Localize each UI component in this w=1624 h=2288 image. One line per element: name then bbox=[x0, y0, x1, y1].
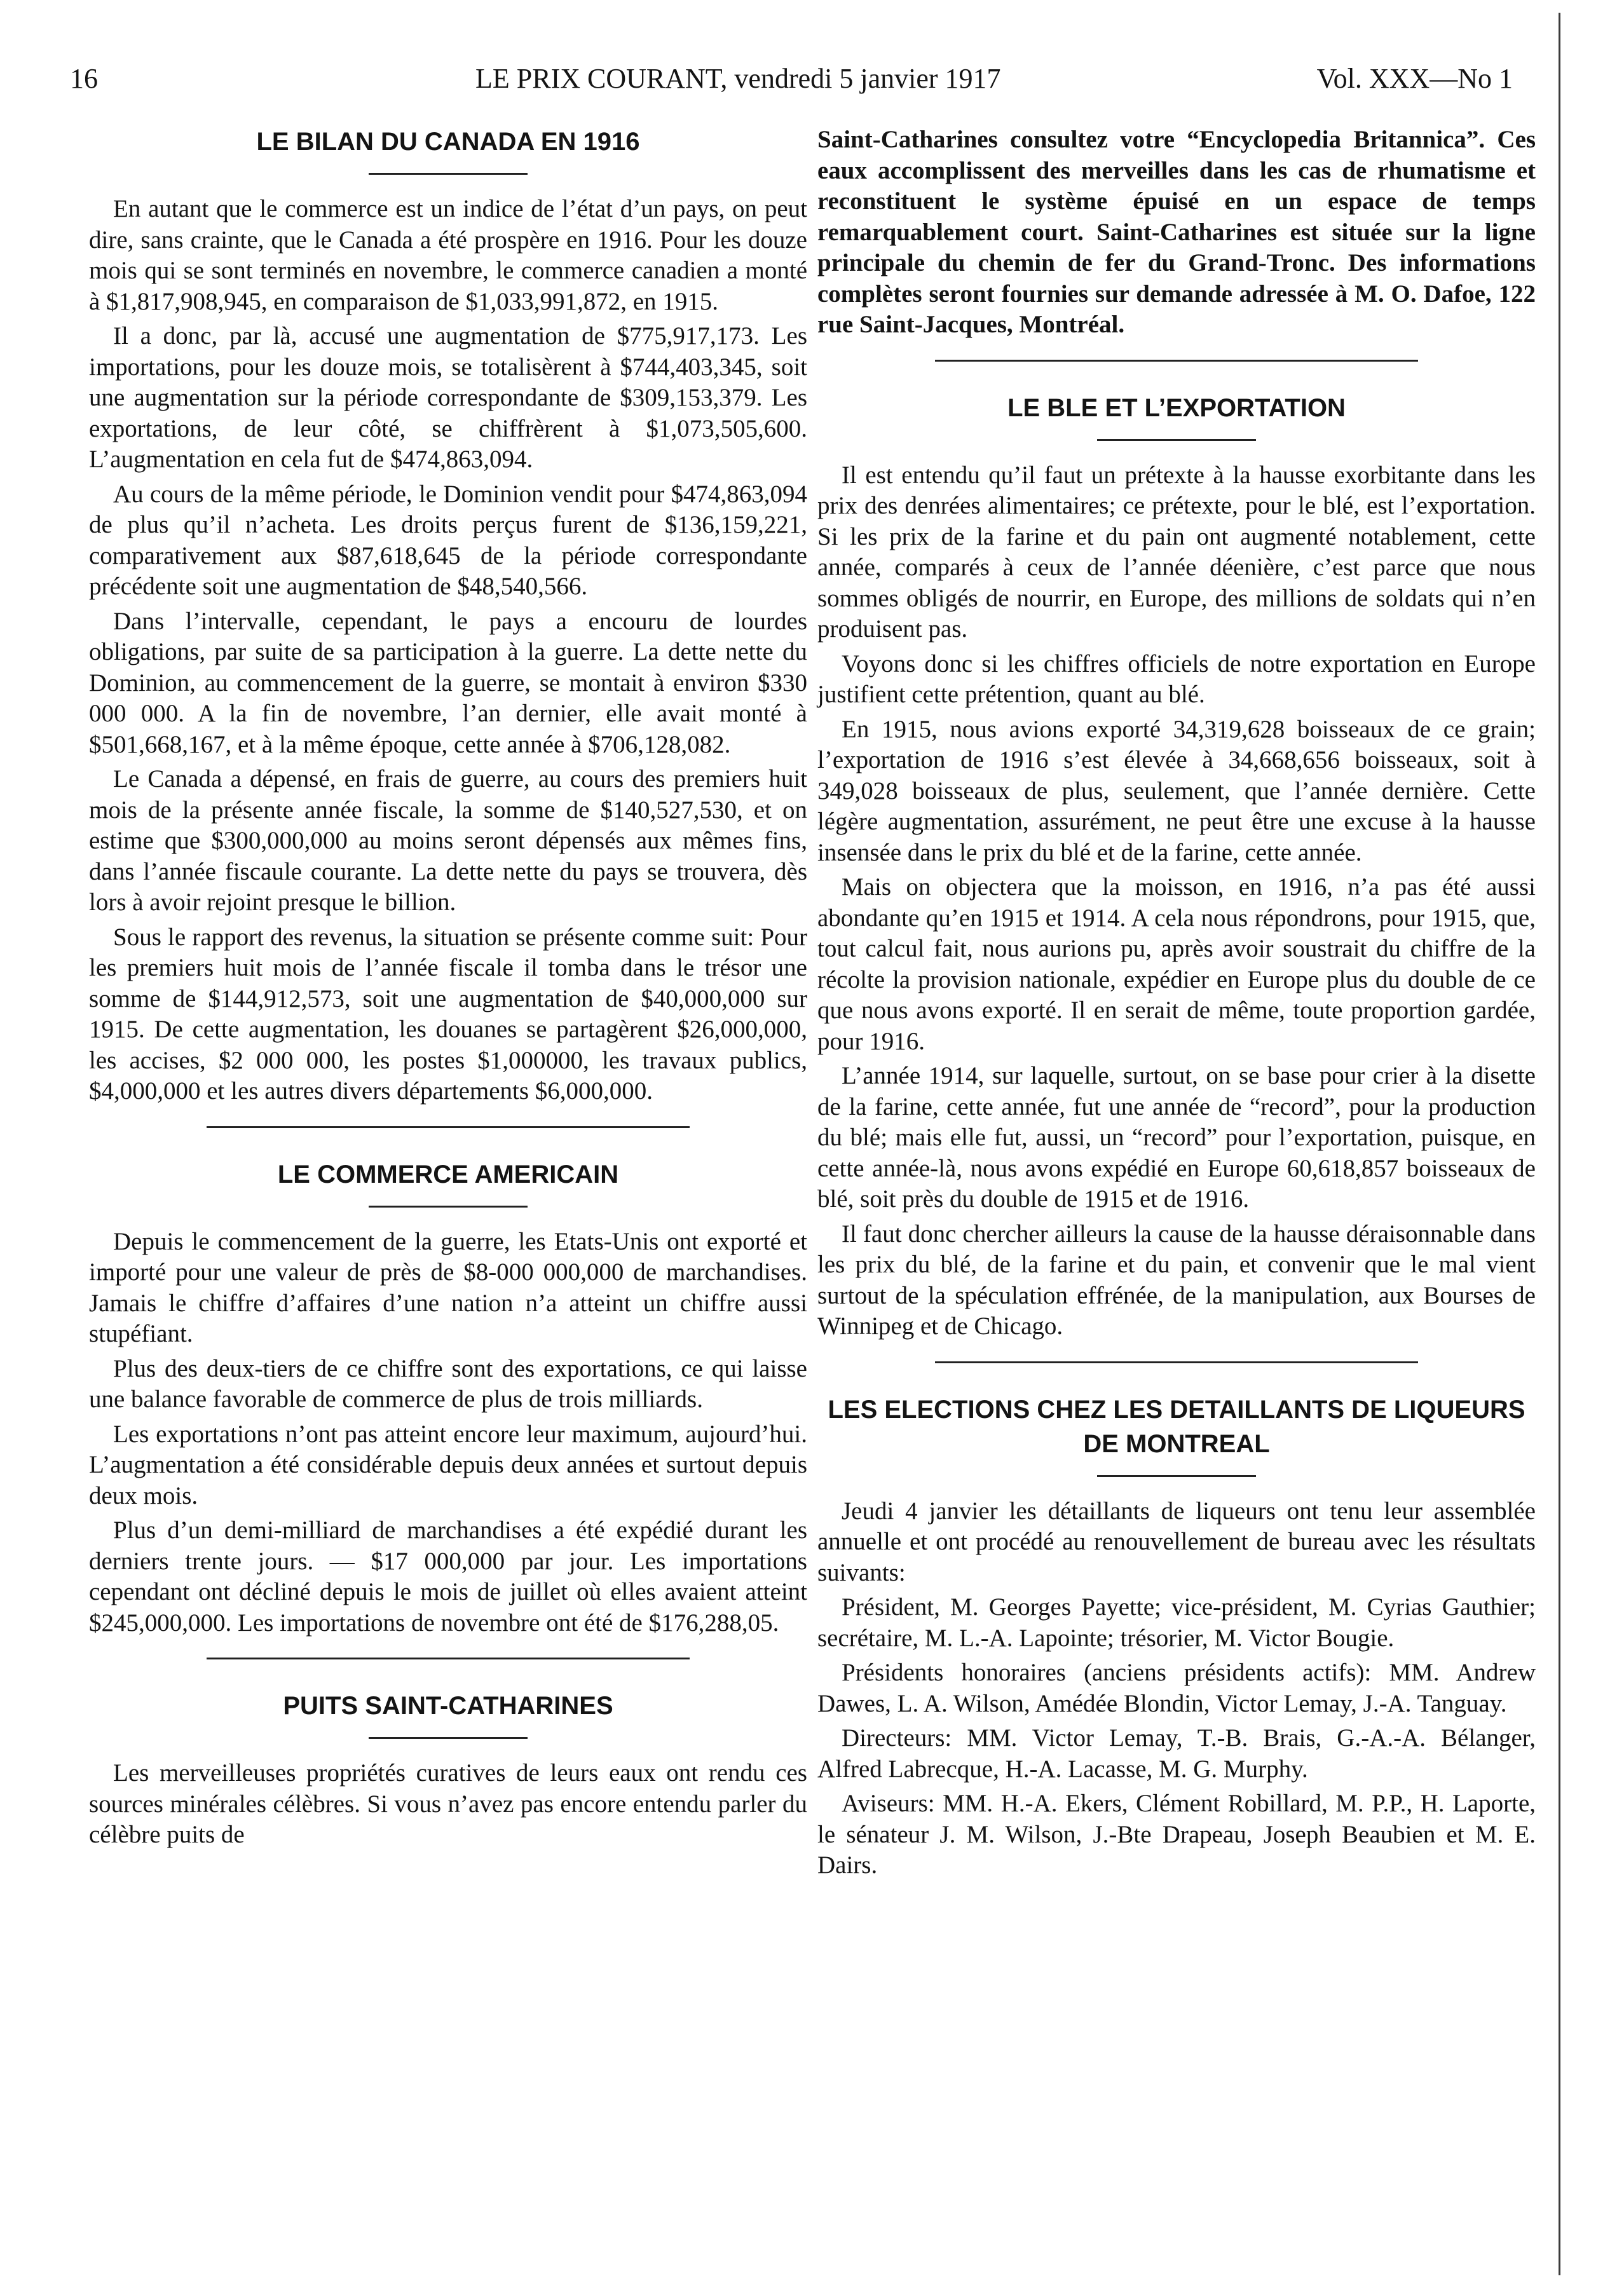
volume-number: Vol. XXX—No 1 bbox=[1316, 63, 1513, 94]
paragraph: Jeudi 4 janvier les détaillants de liqueurs ont tenu leur assemblée annuelle et ont procédé au renouvellement de bureau avec les résultats suivants: bbox=[817, 1497, 1536, 1586]
title-rule bbox=[1097, 1475, 1256, 1477]
article-elections bbox=[817, 1393, 1536, 1881]
paragraph: Voyons donc si les chiffres officiels de notre exportation en Europe justifient cette prétention, quant au blé. bbox=[817, 650, 1536, 708]
paragraph: Sous le rapport des revenus, la situation se présente comme suit: Pour les premiers huit mois de l’année fiscale il tomba dans le trésor une somme de $144,912,573, soit une augmentation de $40,000,000 sur 1915. De cette augmentation, les douanes se partagèrent $26,000,000, les accises, $2 000 000, les postes $1,000000, les travaux publics, $4,000,000 et les autres divers départements $6,000,000. bbox=[89, 923, 807, 1105]
article-commerce bbox=[89, 1157, 807, 1639]
article-title: LES ELECTIONS CHEZ LES DETAILLANTS DE LIQUEURS DE MONTREAL bbox=[828, 1395, 1525, 1458]
section-divider bbox=[207, 1126, 690, 1128]
paragraph: Plus des deux-tiers de ce chiffre sont des exportations, ce qui laisse une balance favorable de commerce de plus de trois milliards. bbox=[89, 1354, 807, 1413]
section-divider bbox=[207, 1658, 690, 1659]
article-puits bbox=[89, 1689, 807, 1851]
paragraph: Dans l’intervalle, cependant, le pays a encouru de lourdes obligations, par suite de sa participation à la guerre. La dette nette du Dominion, au commencement de la guerre, se montait à environ $330 000 000. A la fin de novembre, l’an dernier, elle avait monté à $501,668,167, et à la même époque, cette année à $706,128,082. bbox=[89, 607, 807, 758]
paragraph: Il est entendu qu’il faut un prétexte à la hausse exorbitante dans les prix des denrées alimentaires; ce prétexte, pour le blé, est l’exportation. Si les prix de la farine et du pain ont augmenté notablement, cette année, comparés à ceux de l’année déenière, c’est parce que nous sommes obligés de nourrir, en Europe, des millions de soldats qui n’en produisent pas. bbox=[817, 461, 1536, 643]
paragraph: Depuis le commencement de la guerre, les Etats-Unis ont exporté et importé pour une valeur de près de $8-000 000,000 de marchandises. Jamais le chiffre d’affaires d’une nation n’a atteint un chiffre aussi stupéfiant. bbox=[89, 1227, 807, 1347]
paragraph: Présidents honoraires (anciens présidents actifs): MM. Andrew Dawes, L. A. Wilson, Amédée Blondin, Victor Lemay, J.-A. Tanguay. bbox=[817, 1659, 1536, 1717]
article-title: LE BILAN DU CANADA EN 1916 bbox=[256, 128, 640, 156]
paragraph: En 1915, nous avions exporté 34,319,628 boisseaux de ce grain; l’exportation de 1916 s’est élevée à 34,668,656 boisseaux, soit à 349,028 boisseaux de plus, seulement, que l’année dernière. Cette légère augmentation, assurément, ne peut être une excuse à la hausse insensée dans le prix du blé et de la farine, cette année. bbox=[817, 715, 1536, 866]
paragraph: Plus d’un demi-milliard de marchandises a été expédié durant les derniers trente jours. — $17 000,000 par jour. Les importations cependant ont décliné depuis le mois de juillet où elles avaient atteint $245,000,000. Les importations de novembre ont été de $176,288,05. bbox=[89, 1516, 807, 1637]
paragraph: Au cours de la même période, le Dominion vendit pour $474,863,094 de plus qu’il n’acheta. Les droits perçus furent de $136,159,221, comparativement aux $87,618,645 de la période correspondante précédente soit une augmentation de $48,540,566. bbox=[89, 480, 807, 600]
paragraph: Il a donc, par là, accusé une augmentation de $775,917,173. Les importations, pour les douze mois, se totalisèrent à $744,403,345, soit une augmentation sur la période correspondante de $309,153,379. Les exportations, de leur côté, se chiffrèrent à $1,073,505,600. L’augmentation en cela fut de $474,863,094. bbox=[89, 322, 807, 473]
section-divider bbox=[935, 360, 1418, 362]
newspaper-title: LE PRIX COURANT, vendredi 5 janvier 1917 bbox=[475, 63, 1001, 94]
paragraph: Le Canada a dépensé, en frais de guerre, au cours des premiers huit mois de la présente année fiscale, la somme de $140,527,530, et on estime que $300,000,000 au moins seront dépensés aux mêmes fins, dans l’année fiscaule courante. La dette nette du pays se trouvera, dès lors à avoir rejoint presque le billion. bbox=[89, 765, 807, 916]
puits-continued-paragraph: Saint-Catharines consultez votre “Encyclopedia Britannica”. Ces eaux accomplissent des merveilles dans les cas de rhumatisme et reconstituent le système épuisé en un espace de temps remarquablement court. Saint-Catharines est située sur la ligne principale du chemin de fer du Grand-Tronc. Des informations complètes seront fournies sur demande adressée à M. O. Dafoe, 122 rue Saint-Jacques, Montréal. bbox=[817, 126, 1536, 338]
paragraph: Aviseurs: MM. H.-A. Ekers, Clément Robillard, M. P.P., H. Laporte, le sénateur J. M. Wilson, J.-Bte Drapeau, Joseph Beaubien et M. E. Dairs. bbox=[817, 1790, 1536, 1879]
paragraph: Mais on objectera que la moisson, en 1916, n’a pas été aussi abondante qu’en 1915 et 1914. A cela nous répondrons, pour 1915, que, tout calcul fait, nous aurions pu, après avoir soustrait du chiffre de la récolte la provision nationale, expédier en Europe plus du double de ce que nous avons exporté. Il en serait de même, toute proportion gardée, pour 1916. bbox=[817, 873, 1536, 1055]
article-title: PUITS SAINT-CATHARINES bbox=[283, 1692, 613, 1720]
article-ble bbox=[817, 391, 1536, 1342]
page-edge-rule bbox=[1559, 13, 1560, 2275]
article-bilan bbox=[89, 125, 807, 1107]
paragraph: Les merveilleuses propriétés curatives de leurs eaux ont rendu ces sources minérales célèbres. Si vous n’avez pas encore entendu parler du célèbre puits de bbox=[89, 1759, 807, 1848]
title-rule bbox=[369, 1206, 528, 1208]
section-divider bbox=[935, 1361, 1418, 1363]
right-column bbox=[817, 125, 1536, 1885]
paragraph: Il faut donc chercher ailleurs la cause de la hausse déraisonnable dans les prix du blé, de la farine et du pain, et convenir que le mal vient surtout de la spéculation effrénée, de la manipulation, aux Bourses de Winnipeg et de Chicago. bbox=[817, 1220, 1536, 1340]
page-number: 16 bbox=[70, 63, 98, 94]
title-rule bbox=[369, 173, 528, 175]
title-rule bbox=[1097, 439, 1256, 441]
paragraph: Président, M. Georges Payette; vice-président, M. Cyrias Gauthier; secrétaire, M. L.-A. Lapointe; trésorier, M. Victor Bougie. bbox=[817, 1593, 1536, 1652]
paragraph: Les exportations n’ont pas atteint encore leur maximum, aujourd’hui. L’augmentation a été considérable depuis deux années et surtout depuis deux mois. bbox=[89, 1420, 807, 1509]
paragraph: En autant que le commerce est un indice de l’état d’un pays, on peut dire, sans crainte, que le Canada a été prospère en 1916. Pour les douze mois qui se sont terminés en novembre, le commerce canadien a monté à $1,817,908,945, en comparaison de $1,033,991,872, en 1915. bbox=[89, 195, 807, 315]
left-column bbox=[89, 125, 807, 1855]
paragraph: L’année 1914, sur laquelle, surtout, on se base pour crier à la disette de la farine, cette année, fut une année de “record”, pour la production du blé; mais elle fut, aussi, un “record” pour l’exportation, puisque, en cette année-là, nous avons expédié en Europe 60,618,857 boisseaux de blé, soit près du double de 1915 et de 1916. bbox=[817, 1062, 1536, 1213]
title-rule bbox=[369, 1737, 528, 1739]
article-title: LE BLE ET L’EXPORTATION bbox=[1007, 393, 1346, 422]
article-title: LE COMMERCE AMERICAIN bbox=[277, 1160, 619, 1188]
paragraph: Directeurs: MM. Victor Lemay, T.-B. Brais, G.-A.-A. Bélanger, Alfred Labrecque, H.-A. Lacasse, M. G. Murphy. bbox=[817, 1724, 1536, 1783]
running-head bbox=[64, 62, 1513, 107]
